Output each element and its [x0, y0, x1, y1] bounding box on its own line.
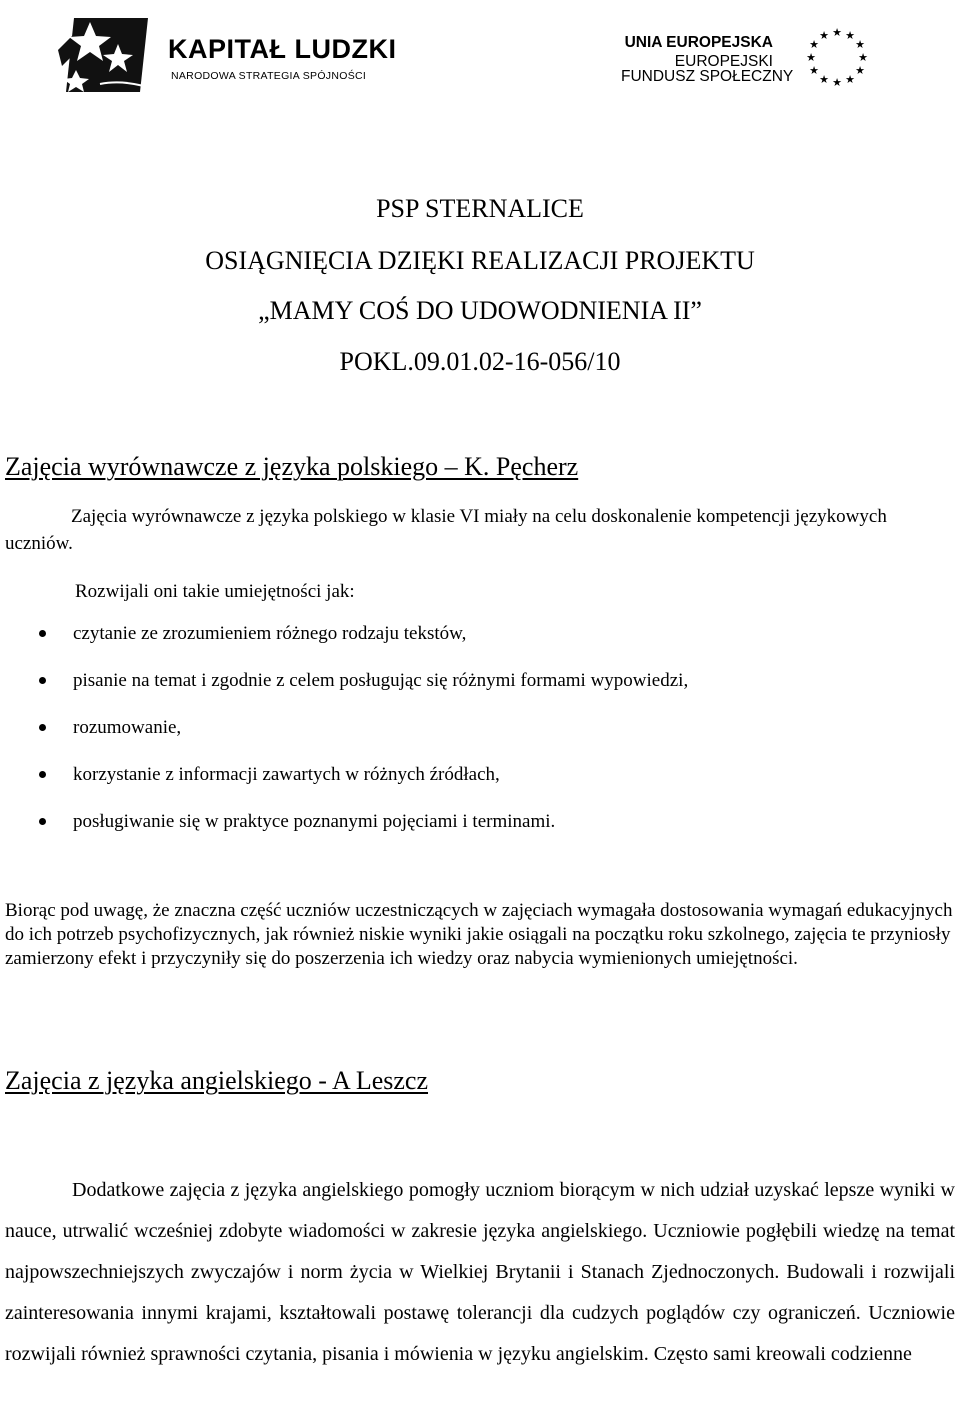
school-title: PSP STERNALICE — [376, 194, 584, 223]
list-item-text: posługiwanie się w praktyce poznanymi pojęciami i terminami. — [73, 811, 556, 832]
bullet-icon — [39, 630, 46, 637]
svg-text:★: ★ — [845, 73, 855, 86]
section-heading-english: Zajęcia z języka angielskiego - A Leszcz — [5, 1066, 429, 1095]
polish-intro-paragraph: Zajęcia wyrównawcze z języka polskiego w klasie VI miały na celu doskonalenie kompetencji językowych uczniów. — [5, 506, 887, 554]
polish-summary-paragraph: Biorąc pod uwagę, że znaczna część uczniów uczestniczących w zajęciach wymagała dostosowania wymagań edukacyjnych do ich potrzeb psychofizycznych, jak również niskie wyniki jakie osiągali na początku roku szkolnego, zajęcia te przyniosły zamierzony efekt i przyczyniły się do poszerzenia ich wiedzy oraz nabycia wymienionych umiejętności. — [5, 900, 953, 969]
kapital-ludzki-subtitle: NARODOWA STRATEGIA SPÓJNOŚCI — [171, 70, 367, 82]
list-item — [0, 620, 960, 667]
kapital-ludzki-logo — [40, 0, 400, 114]
svg-text:★: ★ — [858, 51, 868, 64]
svg-text:★: ★ — [855, 64, 865, 77]
project-name: „MAMY COŚ DO UDOWODNIENIA II” — [258, 296, 702, 325]
svg-text:★: ★ — [832, 26, 842, 39]
eu-logo-line2: EUROPEJSKI — [674, 53, 773, 70]
eu-logo-line3: FUNDUSZ SPOŁECZNY — [621, 68, 794, 85]
english-body-paragraph: Dodatkowe zajęcia z języka angielskiego pomogły uczniom biorącym w nich udział uzyskać lepsze wyniki w nauce, utrwalić wcześniej zdobyte wiadomości w zakresie języka angielskiego. Uczniowie pogłębili wiedzę na temat najpowszechniejszych zwyczajów i norm życia w Wielkiej Brytanii i Stanach Zjednoczonych. Budowali i rozwijali zainteresowania innymi krajami, kształtowali postawę tolerancji dla cudzych poglądów czy ograniczeń. Uczniowie rozwijali również sprawności czytania, pisania i mówienia w języku angielskim. Często sami kreowali codzienne — [5, 1179, 955, 1365]
svg-text:★: ★ — [806, 51, 816, 64]
bullet-icon — [39, 771, 46, 778]
svg-text:★: ★ — [845, 29, 855, 42]
bullet-icon — [39, 724, 46, 731]
eu-logo — [601, 0, 919, 116]
eu-logo-line1: UNIA EUROPEJSKA — [624, 34, 773, 51]
svg-text:★: ★ — [855, 38, 865, 51]
section-heading-polish: Zajęcia wyrównawcze z języka polskiego – K. Pęcherz — [5, 452, 579, 481]
list-item-text: rozumowanie, — [73, 717, 182, 738]
kapital-ludzki-title: KAPITAŁ LUDZKI — [168, 34, 397, 64]
bullet-icon — [39, 818, 46, 825]
list-item — [0, 808, 960, 855]
svg-text:★: ★ — [819, 29, 829, 42]
list-item — [0, 714, 960, 761]
list-item-text: pisanie na temat i zgodnie z celem posługując się różnymi formami wypowiedzi, — [73, 670, 689, 691]
svg-text:★: ★ — [819, 73, 829, 86]
svg-text:★: ★ — [809, 38, 819, 51]
project-code: POKL.09.01.02-16-056/10 — [339, 347, 621, 376]
list-item — [0, 667, 960, 714]
list-item-text: korzystanie z informacji zawartych w różnych źródłach, — [73, 764, 500, 785]
skills-list — [0, 620, 960, 855]
project-achievements-title: OSIĄGNIĘCIA DZIĘKI REALIZACJI PROJEKTU — [205, 246, 755, 275]
eu-stars-icon — [797, 24, 877, 94]
list-item — [0, 761, 960, 808]
svg-text:★: ★ — [832, 76, 842, 89]
bullet-icon — [39, 677, 46, 684]
svg-text:★: ★ — [809, 64, 819, 77]
skills-lead-text: Rozwijali oni takie umiejętności jak: — [75, 581, 355, 602]
list-item-text: czytanie ze zrozumieniem różnego rodzaju tekstów, — [73, 623, 467, 644]
